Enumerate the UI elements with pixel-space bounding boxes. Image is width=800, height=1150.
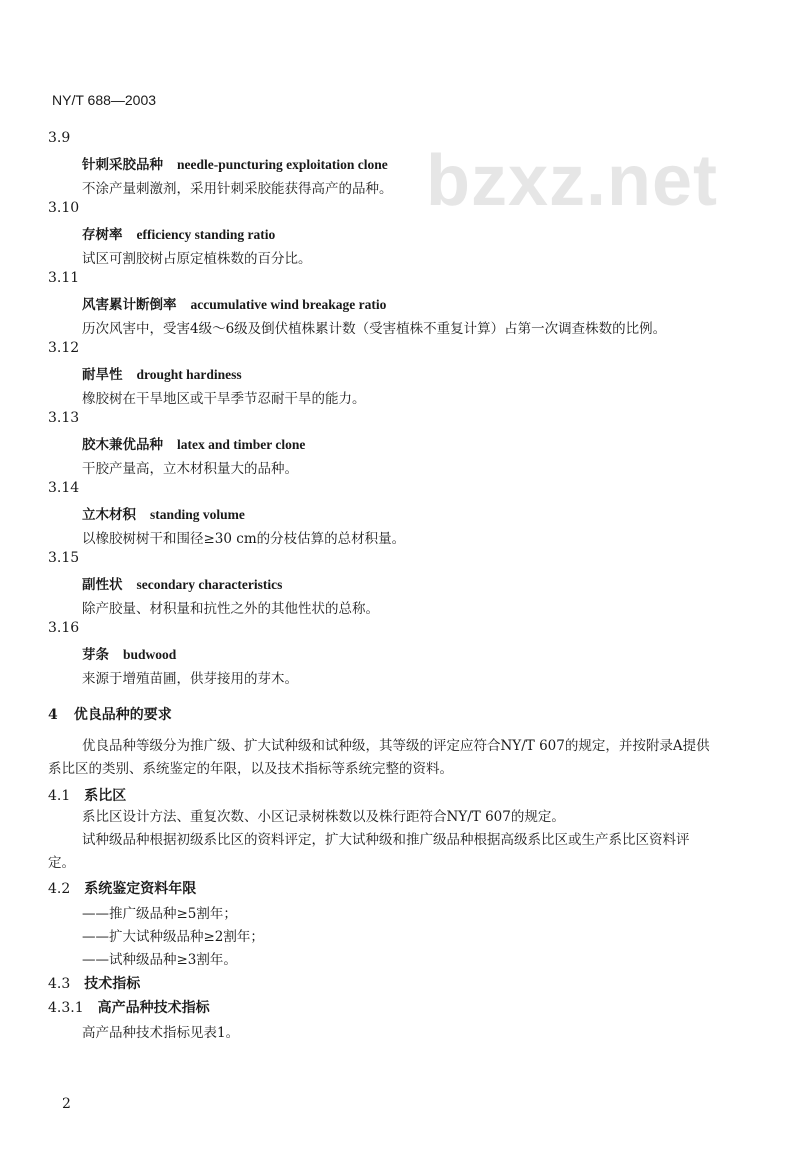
term-zh: 立木材积 (82, 507, 136, 523)
definition-text: 除产胶量、材积量和抗性之外的其他性状的总称。 (82, 601, 379, 617)
section-title: 系统鉴定资料年限 (84, 881, 197, 897)
definition-term (82, 433, 305, 453)
term-en: needle-puncturing exploitation clone (177, 157, 388, 172)
definition-text: 橡胶树在干旱地区或干旱季节忍耐干旱的能力。 (82, 391, 366, 407)
term-en: accumulative wind breakage ratio (190, 297, 387, 312)
section-4-2-heading (48, 878, 196, 898)
term-en: drought hardiness (136, 367, 242, 382)
definition-number: 3.15 (48, 550, 80, 566)
term-zh: 耐旱性 (82, 367, 123, 383)
term-en: standing volume (150, 507, 245, 522)
section-title: 技术指标 (84, 976, 141, 992)
term-zh: 副性状 (82, 577, 123, 593)
definition-number: 3.12 (48, 340, 80, 356)
term-en: budwood (123, 647, 177, 662)
section-4-1-paragraph-2: 试种级品种根据初级系比区的资料评定，扩大试种级和推广级品种根据高级系比区或生产系比区资料评定。 (48, 832, 690, 871)
section-4-1-paragraph-1: 系比区设计方法、重复次数、小区记录树株数以及株行距符合NY/T 607的规定。 (82, 809, 565, 825)
list-item: ——试种级品种≥3割年。 (82, 952, 237, 968)
definition-term (82, 503, 245, 523)
list-item: ——推广级品种≥5割年； (82, 906, 237, 922)
section-title: 系比区 (84, 788, 127, 804)
definition-term (82, 363, 242, 383)
definition-term (82, 153, 388, 173)
definition-3-16 (48, 620, 748, 690)
term-zh: 胶木兼优品种 (82, 437, 163, 453)
definition-term (82, 573, 282, 593)
definition-text: 以橡胶树树干和围径≥30 cm的分枝估算的总材积量。 (82, 531, 406, 547)
definition-number: 3.10 (48, 200, 80, 216)
definition-number: 3.9 (48, 130, 71, 146)
definition-3-13 (48, 410, 748, 480)
definition-number: 3.16 (48, 620, 80, 636)
definition-3-14 (48, 480, 748, 550)
term-en: efficiency standing ratio (136, 227, 276, 242)
definition-3-11 (48, 270, 748, 340)
section-4-heading (48, 704, 172, 724)
section-4-3-1-text: 高产品种技术指标见表1。 (82, 1025, 240, 1041)
definition-3-15 (48, 550, 748, 620)
term-zh: 风害累计断倒率 (82, 297, 177, 313)
definition-text: 不涂产量刺激剂，采用针刺采胶能获得高产的品种。 (82, 181, 393, 197)
definition-text: 干胶产量高，立木材积量大的品种。 (82, 461, 298, 477)
section-number: 4.3.1 (48, 1000, 84, 1016)
definition-text: 试区可割胶树占原定植株数的百分比。 (82, 251, 312, 267)
term-zh: 芽条 (82, 647, 109, 663)
term-zh: 针刺采胶品种 (82, 157, 163, 173)
section-number: 4 (48, 707, 58, 723)
page-number: 2 (62, 1096, 71, 1112)
term-en: latex and timber clone (177, 437, 306, 452)
section-number: 4.1 (48, 788, 71, 804)
section-number: 4.2 (48, 881, 71, 897)
definition-text: 来源于增殖苗圃，供芽接用的芽木。 (82, 671, 298, 687)
definition-term (82, 643, 176, 663)
section-number: 4.3 (48, 976, 71, 992)
definition-number: 3.13 (48, 410, 80, 426)
definition-3-12 (48, 340, 748, 410)
section-title: 高产品种技术指标 (97, 1000, 210, 1016)
definition-3-9 (48, 130, 748, 200)
term-zh: 存树率 (82, 227, 123, 243)
section-4-3-heading (48, 973, 140, 993)
definition-term (82, 293, 386, 313)
definitions-list (48, 130, 748, 690)
list-item: ——扩大试种级品种≥2割年； (82, 929, 264, 945)
section-4-3-1-heading (48, 997, 210, 1017)
section-4-1-heading (48, 785, 126, 805)
definition-number: 3.14 (48, 480, 80, 496)
definition-text: 历次风害中，受害4级～6级及倒伏植株累计数（受害植株不重复计算）占第一次调查株数的比例。 (82, 321, 667, 337)
watermark: bzxz.net (426, 141, 719, 221)
section-4-intro: 优良品种等级分为推广级、扩大试种级和试种级，其等级的评定应符合NY/T 607的规定，并按附录A提供系比区的类别、系统鉴定的年限，以及技术指标等系统完整的资料。 (48, 738, 710, 777)
definition-term (82, 223, 275, 243)
definition-3-10 (48, 200, 748, 270)
document-code: NY/T 688—2003 (52, 92, 157, 108)
section-title: 优良品种的要求 (73, 707, 172, 723)
definition-number: 3.11 (48, 270, 80, 286)
term-en: secondary characteristics (136, 577, 283, 592)
